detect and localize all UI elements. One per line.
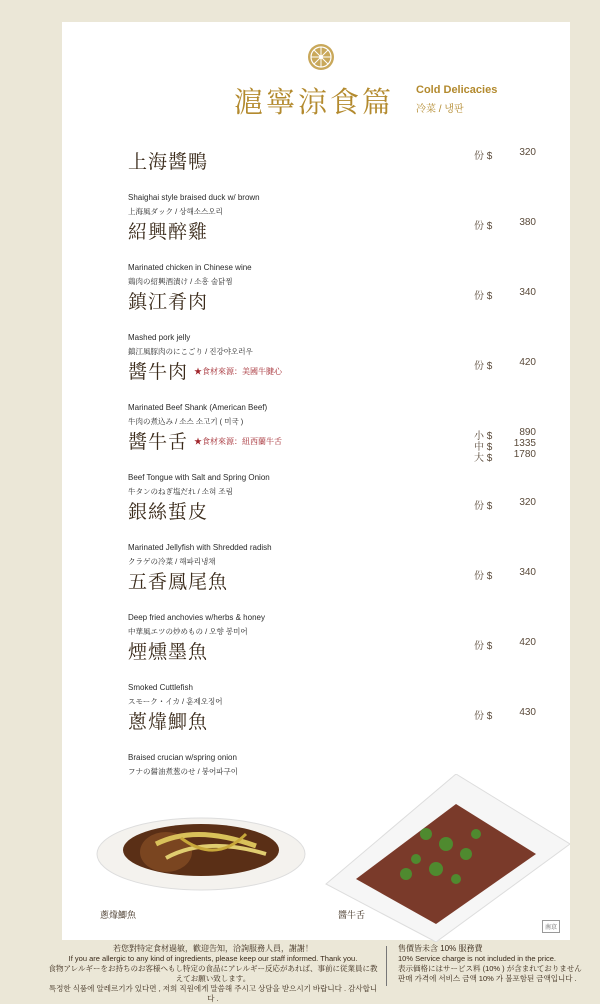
menu-item-title-row <box>128 287 208 314</box>
price-row <box>474 497 538 512</box>
braised-crucian-photo <box>96 794 306 914</box>
menu-item-title-row <box>128 637 208 664</box>
menu-item-translations: 中華風エツの炒めもの / 오향 봉미어 <box>128 627 248 636</box>
price-value: 320 <box>519 497 536 508</box>
menu-item-title-row <box>128 357 282 384</box>
section-title-sub: 冷菜 / 냉판 <box>416 104 464 115</box>
menu-item-title-row <box>128 147 208 174</box>
menu-item-name: 上海醬鴨 <box>128 151 209 173</box>
menu-item-translations: スモーク・イカ / 훈제오징어 <box>128 697 223 706</box>
menu-item-title-row <box>128 567 228 594</box>
price-value: 1335 <box>513 438 536 449</box>
price-row <box>474 567 538 582</box>
menu-item <box>128 707 538 777</box>
menu-item-translations: 上海風ダック / 상해소스오리 <box>128 207 223 216</box>
menu-footer <box>0 944 600 1003</box>
menu-item-title-row <box>128 707 208 734</box>
allergy-notice-jp: 食物アレルギーをお持ちのお客様へもし特定の食品にアレルギー反応があれば、事前に従業員に教えてお願い致します。 <box>48 964 378 983</box>
section-title-zh: 滬寧涼食篇 <box>234 85 395 119</box>
menu-item <box>128 567 538 637</box>
menu-item-translations: 牛肉の煮込み / 소스 소고기 ( 미국 ) <box>128 417 244 426</box>
menu-item-prices <box>474 707 538 722</box>
menu-item-english: Marinated chicken in Chinese wine <box>128 263 252 272</box>
menu-item <box>128 497 538 567</box>
menu-item-english: Marinated Beef Shank (American Beef) <box>128 403 268 412</box>
allergy-notice-kr: 특정한 식품에 알레르기가 있다면 , 저희 직원에게 말씀해 주시고 상담을 받으시기 바랍니다 . 감사합니다 . <box>48 984 378 1003</box>
service-notice-jp: 表示価格にはサービス料 (10% ) が含まれておりません <box>398 964 582 973</box>
menu-item-translations: 牛タンのねぎ塩だれ / 소혀 조림 <box>128 487 233 496</box>
price-size-label: 中 $ <box>474 442 493 453</box>
menu-item-prices <box>474 497 538 512</box>
menu-item-title-row <box>128 427 282 454</box>
service-notice-zh: 售價皆未含 10% 服務費 <box>398 944 483 953</box>
menu-item-title-row <box>128 497 208 524</box>
stamp-label: 南京 <box>542 920 560 933</box>
menu-item-translations: 鎮江風豚肉のにこごり / 진강야오러우 <box>128 347 253 356</box>
allergy-notice <box>48 944 378 1004</box>
menu-header <box>234 80 564 140</box>
menu-item-english: Marinated Jellyfish with Shredded radish <box>128 543 272 552</box>
price-value: 430 <box>519 707 536 718</box>
price-value: 1780 <box>513 449 536 460</box>
menu-items-list <box>128 147 538 777</box>
footer-divider <box>386 946 387 986</box>
wheel-emblem-icon <box>306 42 336 72</box>
menu-item-name: 紹興醉雞 <box>128 221 209 243</box>
menu-item-name: 銀絲蜇皮 <box>128 501 209 523</box>
price-row <box>474 707 538 722</box>
menu-item-english: Smoked Cuttlefish <box>128 683 193 692</box>
price-row <box>474 427 538 442</box>
menu-item-prices <box>474 287 538 302</box>
menu-item-translations: 鶏肉の紹興酒漬け / 소흥 술닭찜 <box>128 277 233 286</box>
menu-item-english: Shaighai style braised duck w/ brown <box>128 193 260 202</box>
menu-item-english: Mashed pork jelly <box>128 333 191 342</box>
menu-item-name: 鎮江肴肉 <box>128 291 209 313</box>
price-value: 890 <box>519 427 536 438</box>
price-row <box>474 147 538 162</box>
allergy-notice-en: If you are allergic to any kind of ingredients, please keep our staff informed. Thank you. <box>68 954 358 963</box>
menu-item <box>128 427 538 497</box>
allergy-notice-zh: 若您對特定食材過敏，歡迎告知，洽詢服務人員，謝謝！ <box>113 944 313 953</box>
menu-page <box>62 22 570 940</box>
photo-caption-tongue: 醬牛舌 <box>338 910 366 920</box>
price-size-label: 份 $ <box>474 361 493 372</box>
price-size-label: 份 $ <box>474 151 493 162</box>
price-value: 420 <box>519 637 536 648</box>
menu-item-name: 醬牛肉 <box>128 361 189 383</box>
menu-item-prices <box>474 637 538 652</box>
price-row <box>474 287 538 302</box>
menu-item-title-row <box>128 217 208 244</box>
price-value: 340 <box>519 567 536 578</box>
menu-item-prices <box>474 147 538 162</box>
price-row <box>474 637 538 652</box>
price-size-label: 大 $ <box>474 453 493 464</box>
price-value: 380 <box>519 217 536 228</box>
price-row <box>474 449 538 464</box>
menu-item-name: 五香鳳尾魚 <box>128 571 229 593</box>
section-title-en: Cold Delicacies <box>416 84 498 96</box>
price-row <box>474 217 538 232</box>
menu-item-name: 醬牛舌 <box>128 431 189 453</box>
service-charge-notice <box>398 944 598 984</box>
price-size-label: 份 $ <box>474 571 493 582</box>
service-notice-en: 10% Service charge is not included in the price. <box>398 954 557 963</box>
price-size-label: 份 $ <box>474 501 493 512</box>
menu-item-translations: フナの醤油煮葱のせ / 붕어파구이 <box>128 767 238 776</box>
menu-item-english: Braised crucian w/spring onion <box>128 753 237 762</box>
price-row <box>474 357 538 372</box>
menu-item-prices <box>474 217 538 232</box>
price-size-label: 份 $ <box>474 641 493 652</box>
photo-caption-fish: 蔥㸆鯽魚 <box>100 910 137 920</box>
menu-item-name: 煙燻墨魚 <box>128 641 209 663</box>
menu-item-prices <box>474 427 538 464</box>
menu-item <box>128 637 538 707</box>
menu-item <box>128 147 538 217</box>
price-value: 420 <box>519 357 536 368</box>
menu-item <box>128 357 538 427</box>
menu-item-translations: クラゲの冷菜 / 해파리냉채 <box>128 557 216 566</box>
menu-item-source-note: ★食材來源：紐西蘭牛舌 <box>194 437 283 446</box>
menu-item-english: Beef Tongue with Salt and Spring Onion <box>128 473 270 482</box>
price-size-label: 份 $ <box>474 711 493 722</box>
menu-item-prices <box>474 357 538 372</box>
price-size-label: 份 $ <box>474 291 493 302</box>
price-size-label: 份 $ <box>474 221 493 232</box>
menu-item-english: Deep fried anchovies w/herbs & honey <box>128 613 265 622</box>
menu-item-source-note: ★食材來源：美國牛腱心 <box>194 367 283 376</box>
price-value: 340 <box>519 287 536 298</box>
menu-item-prices <box>474 567 538 582</box>
price-value: 320 <box>519 147 536 158</box>
price-row <box>474 438 538 453</box>
price-size-label: 小 $ <box>474 431 493 442</box>
service-notice-kr: 판매 가격에 서비스 금액 10% 가 불포함된 금액입니다 . <box>398 974 577 983</box>
menu-item <box>128 217 538 287</box>
menu-item <box>128 287 538 357</box>
menu-item-name: 蔥㸆鯽魚 <box>128 711 209 733</box>
